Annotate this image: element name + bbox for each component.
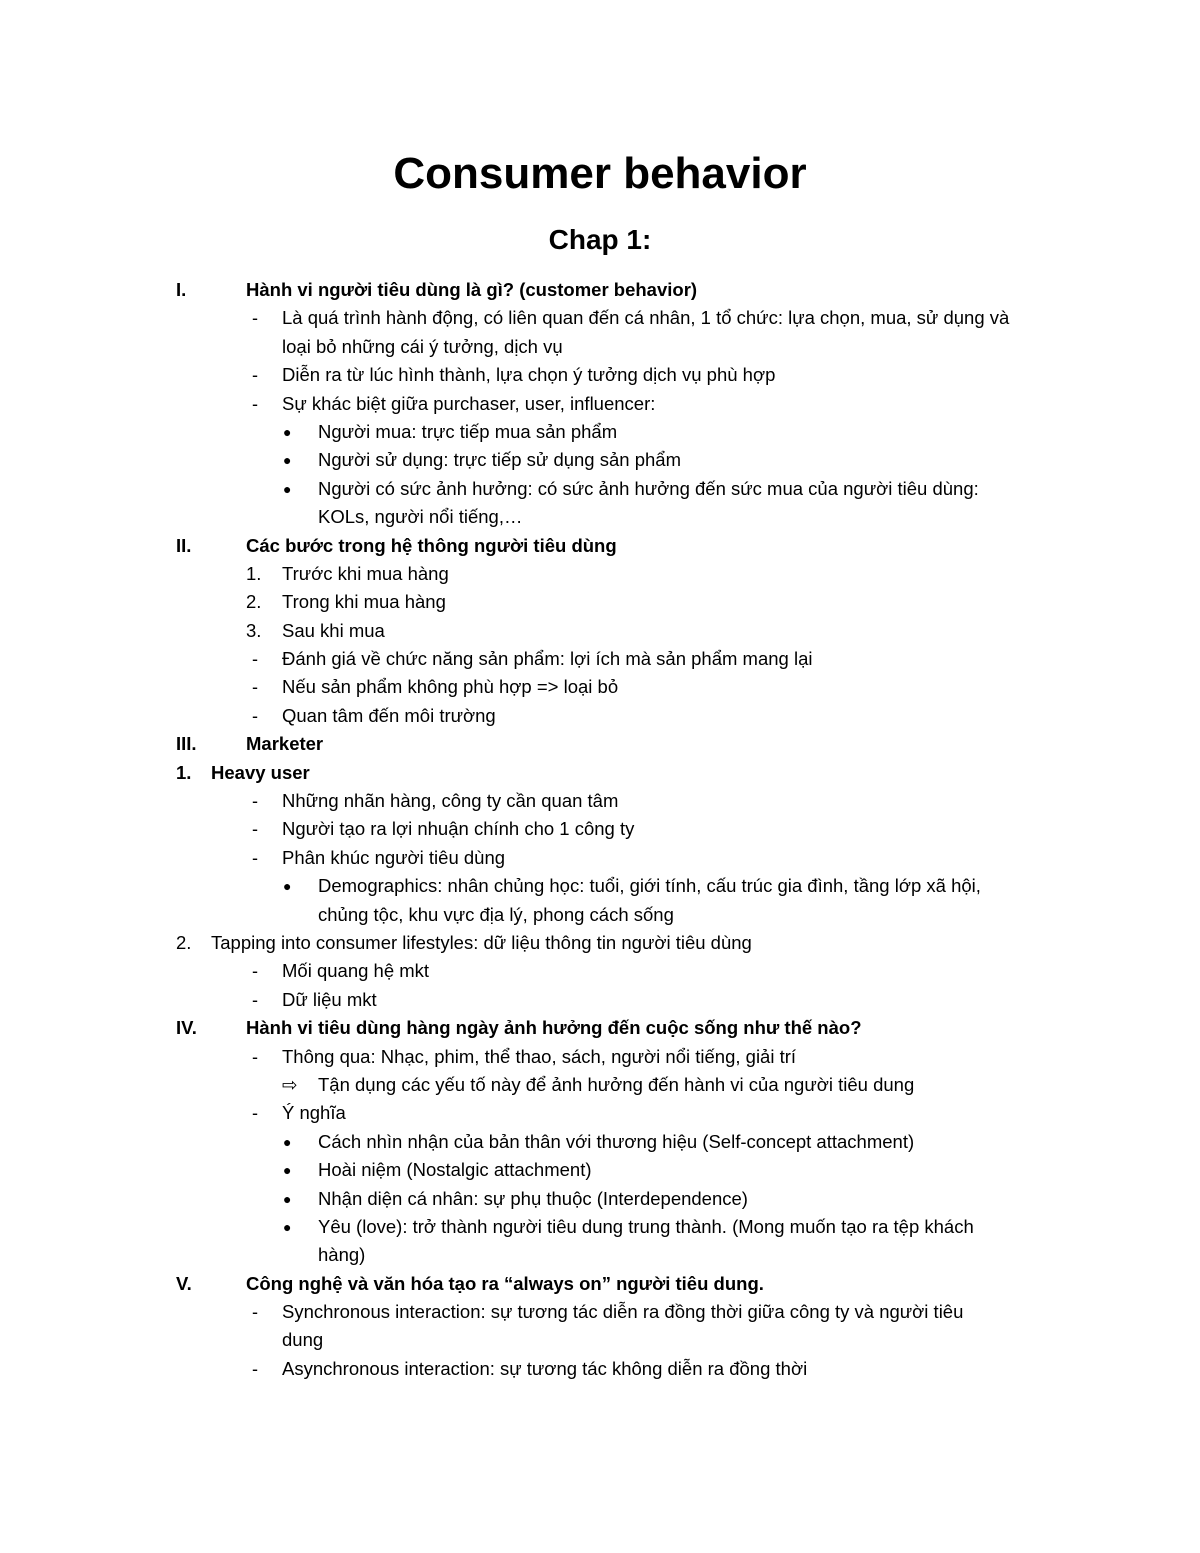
item-text: Đánh giá về chức năng sản phẩm: lợi ích mà sản phẩm mang lại [282,648,813,670]
bullet-icon: ● [283,1162,292,1179]
item-text: Hoài niệm (Nostalgic attachment) [318,1159,592,1181]
item-text: Trong khi mua hàng [282,591,446,613]
item-text: Heavy user [211,761,310,783]
bullet-item [0,418,1200,446]
bullet-icon: ● [283,1133,292,1150]
dash-marker: - [252,705,258,726]
dash-marker: - [252,989,258,1010]
list-item [0,844,1200,872]
bullet-icon: ● [283,1218,292,1235]
bullet-icon: ● [283,1190,292,1207]
bullet-icon: ● [283,452,292,469]
list-item [0,390,1200,418]
bullet-item [0,872,1200,900]
bullet-icon: ● [283,480,292,497]
list-item [0,815,1200,843]
list-item [0,702,1200,730]
bullet-item [0,1128,1200,1156]
list-item [0,645,1200,673]
item-text: Mối quang hệ mkt [282,960,430,982]
section-4-heading [0,1014,1200,1042]
list-item-continuation [0,1326,1200,1354]
dash-marker: - [252,365,258,386]
heading-text: Các bước trong hệ thông người tiêu dùng [246,534,617,556]
outline [0,276,1200,1383]
item-text: Phân khúc người tiêu dùng [282,846,506,868]
item-text: Trước khi mua hàng [282,562,449,584]
numbered-item [0,560,1200,588]
item-text: Nhận diện cá nhân: sự phụ thuộc (Interdependence) [318,1187,748,1209]
list-item [0,957,1200,985]
numbered-item [0,617,1200,645]
list-item [0,787,1200,815]
roman-marker: III. [176,733,197,755]
bullet-icon: ● [283,423,292,440]
bullet-item [0,1185,1200,1213]
number-marker: 2. [176,931,192,953]
dash-marker: - [252,961,258,982]
subheading [0,929,1200,957]
numbered-item [0,588,1200,616]
bullet-item-continuation [0,1241,1200,1269]
bullet-item-continuation [0,901,1200,929]
number-marker: 2. [246,591,262,613]
dash-marker: - [252,1046,258,1067]
item-text: KOLs, người nổi tiếng,… [318,506,523,528]
item-text: Người tạo ra lợi nhuận chính cho 1 công ty [282,818,635,840]
list-item [0,986,1200,1014]
item-text: Sau khi mua [282,619,385,641]
list-item [0,1043,1200,1071]
dash-marker: - [252,819,258,840]
list-item [0,1099,1200,1127]
bullet-item [0,446,1200,474]
item-text: Người mua: trực tiếp mua sản phẩm [318,420,618,442]
roman-marker: I. [176,279,187,300]
list-item [0,304,1200,332]
bullet-item [0,1213,1200,1241]
bullet-item-continuation [0,503,1200,531]
item-text: Người có sức ảnh hưởng: có sức ảnh hưởng đến sức mua của người tiêu dùng: [318,477,979,499]
item-text: Tận dụng các yếu tố này để ảnh hưởng đến hành vi của người tiêu dung [318,1073,915,1095]
item-text: Những nhãn hàng, công ty cần quan tâm [282,790,619,812]
dash-marker: - [252,1103,258,1124]
item-text: Synchronous interaction: sự tương tác diễn ra đồng thời giữa công ty và người tiêu [282,1301,964,1323]
item-text: Là quá trình hành động, có liên quan đến cá nhân, 1 tổ chức: lựa chọn, mua, sử dụng và [282,307,1010,329]
item-text: Demographics: nhân chủng học: tuổi, giới tính, cấu trúc gia đình, tầng lớp xã hội, [318,875,981,897]
list-item [0,1298,1200,1326]
heading-text: Marketer [246,733,324,755]
item-text: Dữ liệu mkt [282,988,377,1010]
item-text: Quan tâm đến môi trường [282,704,496,726]
roman-marker: V. [176,1272,192,1294]
item-text: Ý nghĩa [282,1102,346,1124]
item-text: Diễn ra từ lúc hình thành, lựa chọn ý tưởng dịch vụ phù hợp [282,364,776,386]
item-text: Nếu sản phẩm không phù hợp => loại bỏ [282,676,619,698]
list-item [0,1355,1200,1383]
section-5-heading [0,1270,1200,1298]
roman-marker: II. [176,534,192,556]
subheading [0,759,1200,787]
dash-marker: - [252,1302,258,1323]
dash-marker: - [252,847,258,868]
item-text: dung [282,1329,324,1351]
item-text: Asynchronous interaction: sự tương tác không diễn ra đồng thời [282,1357,808,1379]
list-item-continuation [0,333,1200,361]
dash-marker: - [252,791,258,812]
arrow-item [0,1071,1200,1099]
section-3-heading [0,730,1200,758]
section-2-heading [0,532,1200,560]
item-text: chủng tộc, khu vực địa lý, phong cách sống [318,903,674,925]
dash-marker: - [252,393,258,414]
document-title: Consumer behavior [393,149,807,198]
heading-text: Công nghệ và văn hóa tạo ra “always on” người tiêu dung. [246,1272,764,1294]
heading-text: Hành vi người tiêu dùng là gì? (customer behavior) [246,279,698,300]
section-1-heading [0,276,1200,304]
number-marker: 1. [246,562,262,584]
bullet-item [0,1156,1200,1184]
roman-marker: IV. [176,1017,197,1039]
item-text: Cách nhìn nhận của bản thân với thương hiệu (Self-concept attachment) [318,1130,915,1152]
item-text: hàng) [318,1244,366,1266]
item-text: Người sử dụng: trực tiếp sử dụng sản phẩm [318,449,681,471]
dash-marker: - [252,308,258,329]
item-text: Tapping into consumer lifestyles: dữ liệu thông tin người tiêu dùng [211,931,752,953]
item-text: loại bỏ những cái ý tưởng, dịch vụ [282,335,563,357]
list-item [0,361,1200,389]
heading-text: Hành vi tiêu dùng hàng ngày ảnh hưởng đến cuộc sống như thế nào? [246,1017,862,1039]
bullet-item [0,475,1200,503]
chapter-heading: Chap 1: [548,224,652,255]
item-text: Sự khác biệt giữa purchaser, user, influencer: [282,392,656,414]
dash-marker: - [252,649,258,670]
bullet-icon: ● [283,878,292,895]
dash-marker: - [252,1358,258,1379]
number-marker: 3. [246,619,262,641]
dash-marker: - [252,677,258,698]
arrow-right-icon: ⇨ [282,1073,298,1095]
item-text: Thông qua: Nhạc, phim, thể thao, sách, người nổi tiếng, giải trí [282,1045,797,1067]
number-marker: 1. [176,761,192,783]
list-item [0,673,1200,701]
item-text: Yêu (love): trở thành người tiêu dung trung thành. (Mong muốn tạo ra tệp khách [318,1215,974,1237]
